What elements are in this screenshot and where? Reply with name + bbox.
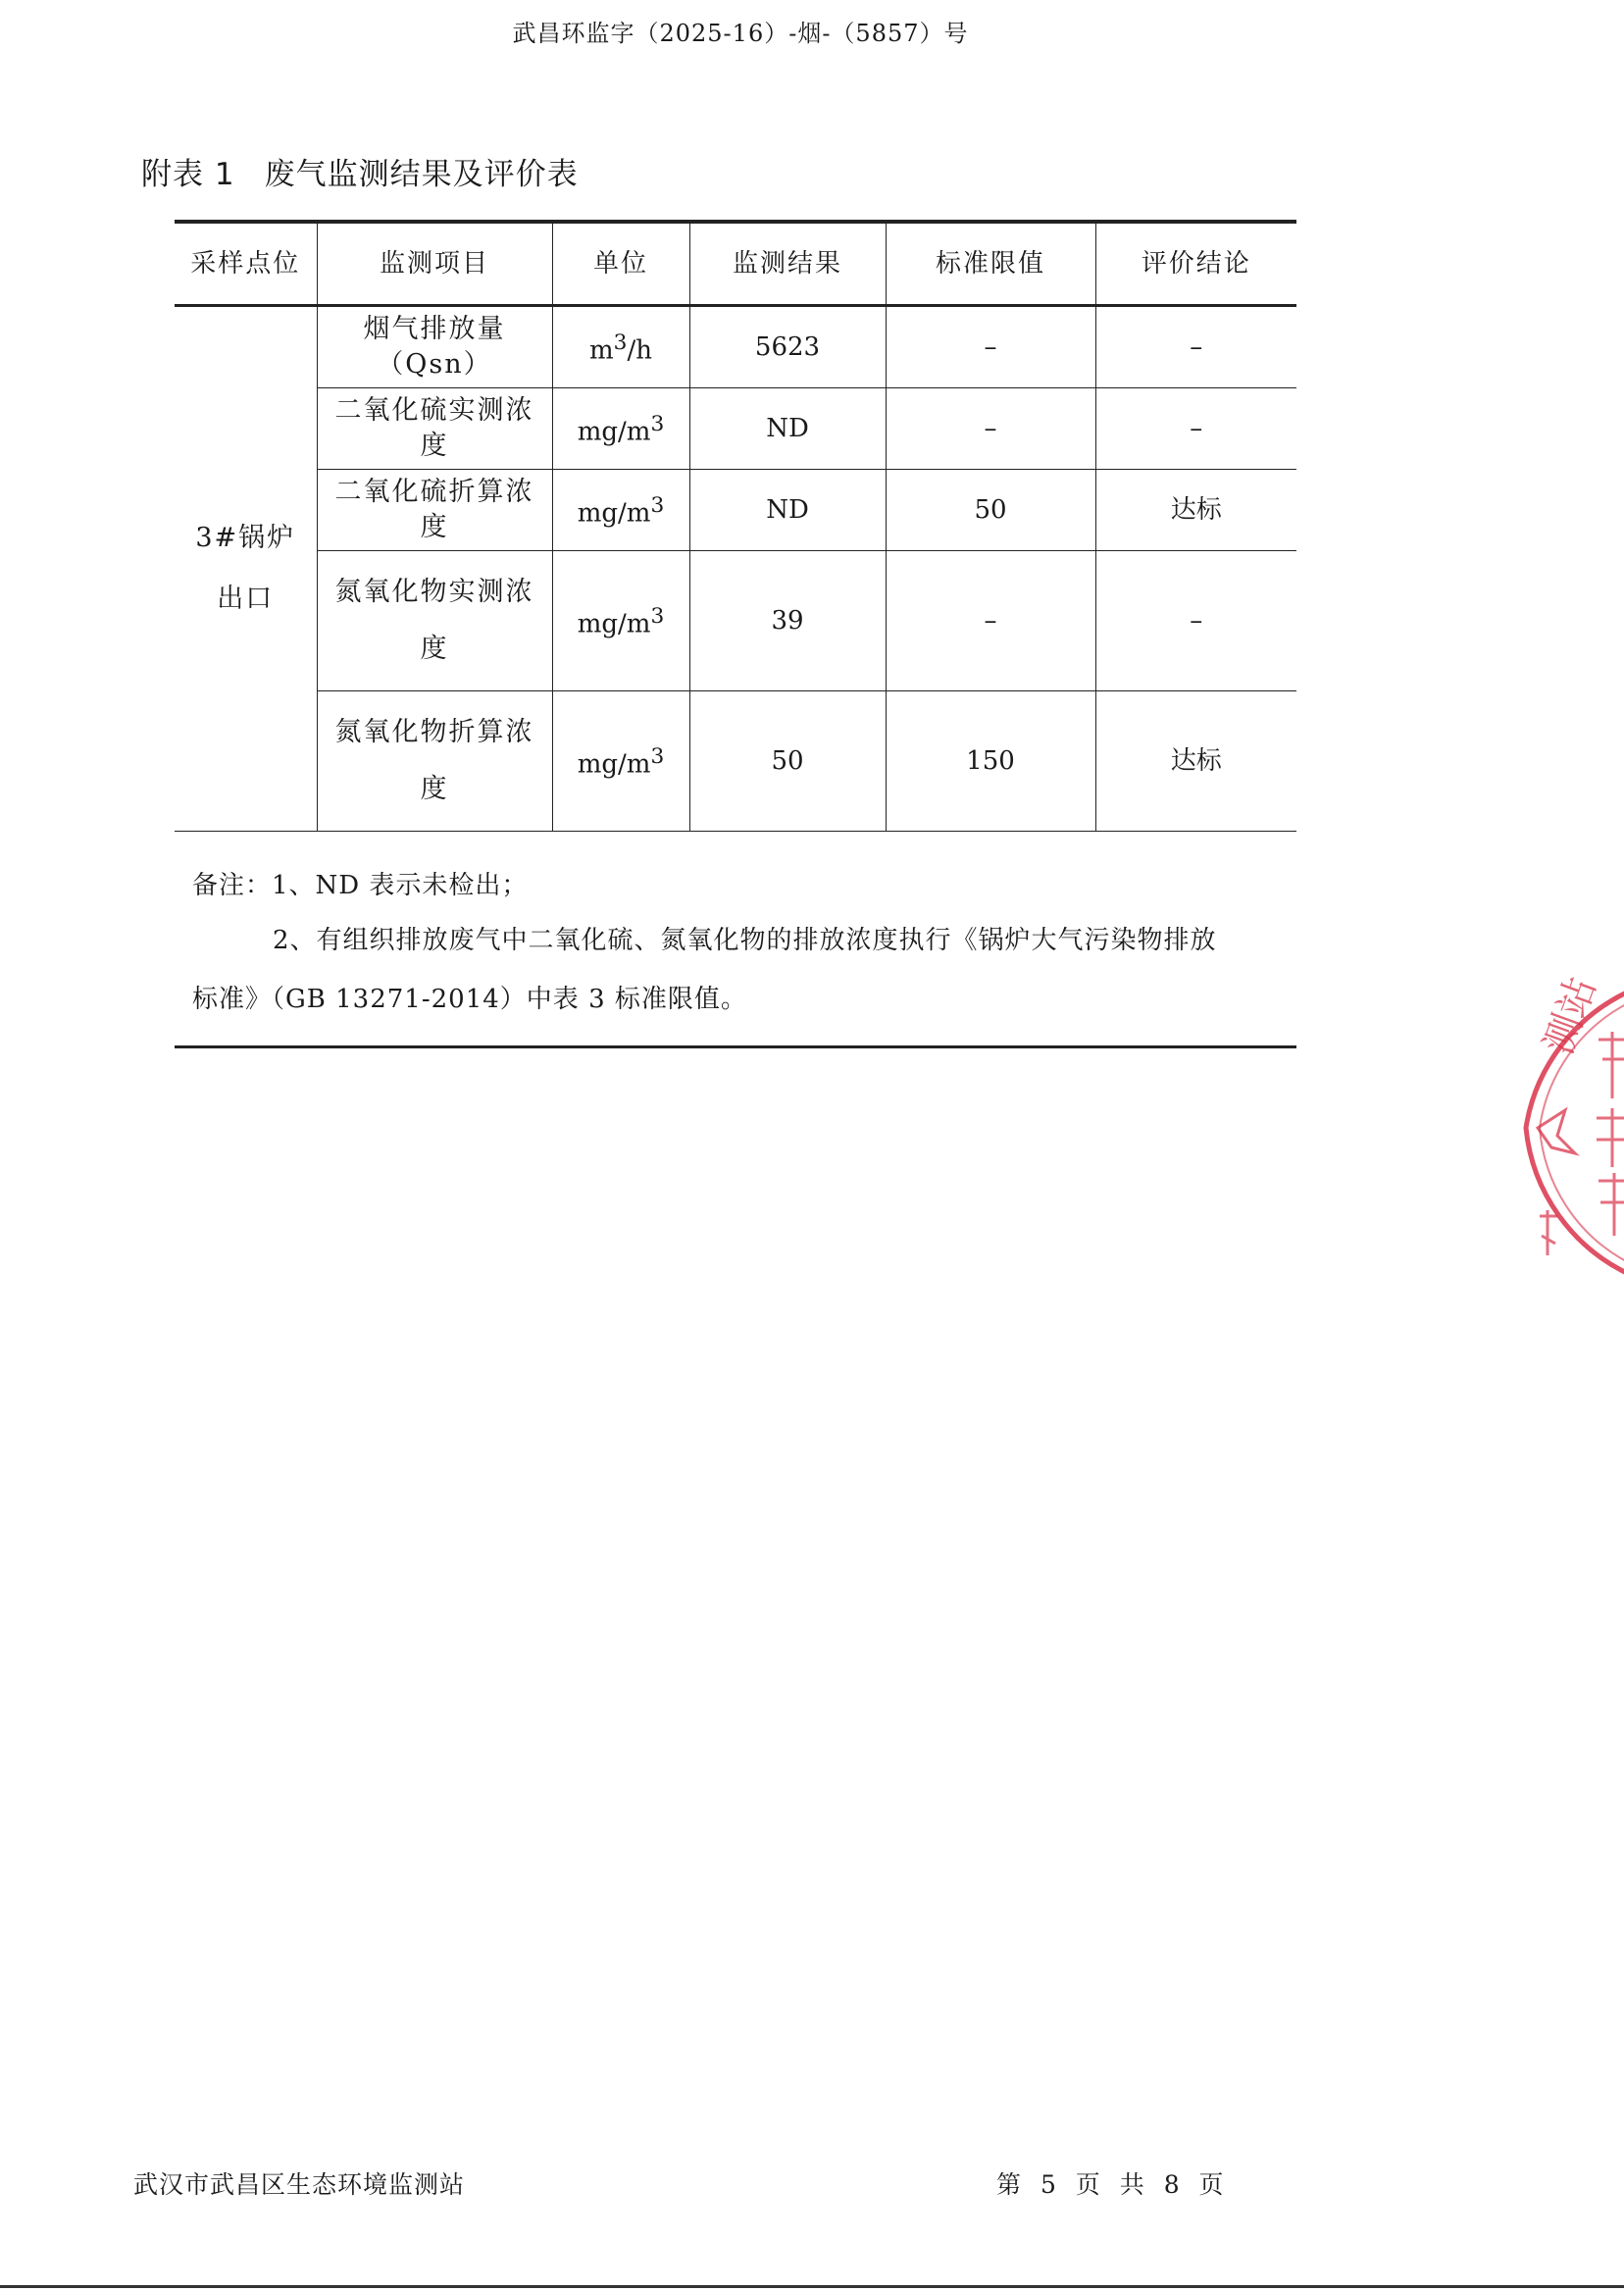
table-row xyxy=(175,388,1296,470)
column-header-limit: 标准限值 xyxy=(886,222,1095,306)
official-seal-stamp xyxy=(1518,971,1624,1295)
seal-star xyxy=(1538,1110,1575,1153)
unit-cell: $mg/m^3$ xyxy=(552,388,689,470)
table-title-name: 废气监测结果及评价表 xyxy=(264,157,579,192)
limit-cell: 50 xyxy=(886,470,1095,551)
sampling-site-cell xyxy=(175,306,317,832)
footer-page-number: 第 5 页 共 8 页 xyxy=(996,2170,1230,2199)
conclusion-cell: – xyxy=(1095,551,1296,691)
table-row xyxy=(175,306,1296,388)
result-cell: ND xyxy=(689,388,886,470)
column-header-result: 监测结果 xyxy=(689,222,886,306)
column-header-conclusion: 评价结论 xyxy=(1095,222,1296,306)
conclusion-cell: 达标 xyxy=(1095,691,1296,832)
item-cell: 烟气排放量 （Qsn） xyxy=(317,306,552,388)
seal-text: 测站 xyxy=(1536,971,1605,1061)
result-cell: 39 xyxy=(689,551,886,691)
limit-cell: – xyxy=(886,306,1095,388)
table-title-label: 附表 1 xyxy=(141,157,235,192)
conclusion-cell: – xyxy=(1095,306,1296,388)
item-cell: 氮氧化物实测浓 度 xyxy=(317,551,552,691)
result-cell: ND xyxy=(689,470,886,551)
document-number: 武昌环监字（2025-16）-烟-（5857）号 xyxy=(512,20,969,47)
conclusion-cell: 达标 xyxy=(1095,470,1296,551)
notes-block xyxy=(175,843,1296,1048)
column-header-item: 监测项目 xyxy=(317,222,552,306)
table-header-row xyxy=(175,222,1296,306)
unit-cell: $m^3/h$ xyxy=(552,306,689,388)
item-cell: 二氧化硫实测浓 度 xyxy=(317,388,552,470)
footer-organization: 武汉市武昌区生态环境监测站 xyxy=(133,2170,466,2199)
page-bottom-rule xyxy=(0,2285,1624,2288)
table-title xyxy=(141,149,579,193)
conclusion-cell: – xyxy=(1095,388,1296,470)
item-cell: 氮氧化物折算浓 度 xyxy=(317,691,552,832)
table-row xyxy=(175,691,1296,832)
note-line-1: 备注：1、ND 表示未检出； xyxy=(192,871,529,900)
limit-cell: – xyxy=(886,551,1095,691)
result-cell: 50 xyxy=(689,691,886,832)
table-row xyxy=(175,470,1296,551)
table-row xyxy=(175,551,1296,691)
column-header-site: 采样点位 xyxy=(175,222,317,306)
results-table xyxy=(175,220,1296,832)
note-line-3: 标准》（GB 13271-2014）中表 3 标准限值。 xyxy=(192,985,747,1014)
limit-cell: – xyxy=(886,388,1095,470)
result-cell: 5623 xyxy=(689,306,886,388)
column-header-unit: 单位 xyxy=(552,222,689,306)
sampling-site-line2: 出口 xyxy=(217,584,275,614)
unit-cell: $mg/m^3$ xyxy=(552,551,689,691)
unit-cell: $mg/m^3$ xyxy=(552,691,689,832)
note-line-2: 2、有组织排放废气中二氧化硫、氮氧化物的排放浓度执行《锅炉大气污染物排放 xyxy=(273,926,1217,955)
sampling-site-line1: 3#锅炉 xyxy=(195,523,296,553)
unit-cell: $mg/m^3$ xyxy=(552,470,689,551)
limit-cell: 150 xyxy=(886,691,1095,832)
item-cell: 二氧化硫折算浓 度 xyxy=(317,470,552,551)
